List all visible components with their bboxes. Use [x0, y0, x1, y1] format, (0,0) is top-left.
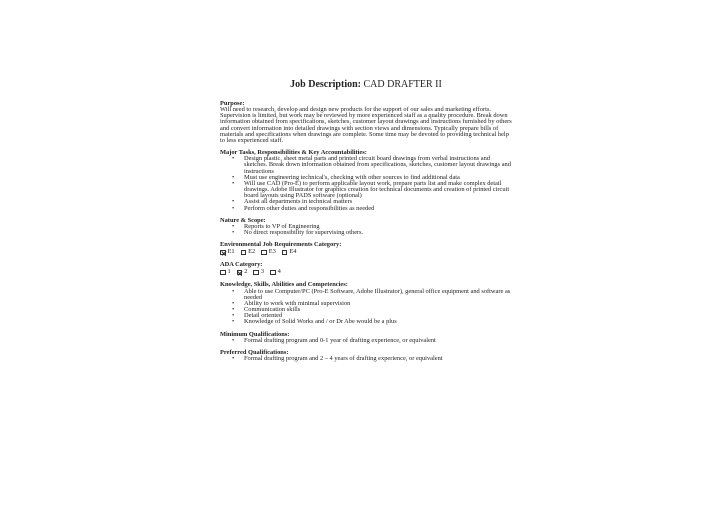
empty-box-icon[interactable] [241, 250, 247, 256]
list-item: • Ability to work with minimal supervision [244, 301, 512, 307]
ada-checkbox-row [220, 268, 512, 276]
list-item: • Communication skills [244, 307, 512, 313]
checkbox-label: E2 [248, 248, 256, 256]
minimum-section [220, 332, 512, 344]
nature-heading: Nature & Scope: [220, 216, 266, 224]
empty-box-icon[interactable] [220, 270, 226, 276]
preferred-list [220, 356, 512, 362]
checkbox-label: 4 [277, 268, 281, 276]
knowledge-heading: Knowledge, Skills, Abilities and Competencies: [220, 281, 348, 289]
ada-section [220, 262, 512, 276]
ada-checkbox-3[interactable] [253, 269, 264, 275]
minimum-list [220, 338, 512, 344]
knowledge-list [220, 289, 512, 326]
checkbox-label: 2 [244, 268, 248, 276]
env-checkbox-E3[interactable] [261, 249, 276, 255]
purpose-text: Will need to research, develop and design new products for the support of our sales and marketing efforts. Supervision is limited, but work may be reviewed by more experienced staff as a quality procedure. Break down information obtained from specifications, sketches, customer layout drawings and instructions furnished by others and convert information into detailed drawings with section views and dimensions. Typically prepare bills of materials and specifications when drawings are complete. Some time may be devoted to providing technical help to less experienced staff. [220, 106, 512, 144]
tasks-heading: Major Tasks, Responsibilities & Key Accountabilities: [220, 149, 367, 157]
ada-checkbox-1[interactable] [220, 269, 231, 275]
preferred-heading: Preferred Qualifications: [220, 348, 289, 356]
env-checkbox-E2[interactable] [241, 249, 256, 255]
preferred-section [220, 350, 512, 362]
checked-box-icon[interactable] [220, 250, 226, 256]
purpose-heading: Purpose: [220, 100, 245, 107]
checkbox-label: 1 [227, 268, 231, 276]
checkbox-label: E1 [227, 248, 235, 256]
title-label: Job Description: [290, 79, 361, 90]
checkbox-label: E4 [289, 248, 297, 256]
nature-section [220, 218, 512, 236]
env-heading: Environmental Job Requirements Category: [220, 241, 342, 249]
knowledge-section [220, 282, 512, 325]
list-item: • Design plastic, sheet metal parts and printed circuit board drawings from verbal instructions and sketches. Break down information obtained from specifications, sketches, customer layout drawings and instructions [244, 156, 512, 174]
list-item: • Perform other duties and responsibilities as needed [244, 206, 512, 212]
list-item: • Formal drafting program and 2 – 4 years of drafting experience, or equivalent [244, 356, 512, 362]
nature-list [220, 224, 512, 236]
document-page [220, 79, 512, 368]
empty-box-icon[interactable] [282, 250, 288, 256]
empty-box-icon[interactable] [261, 250, 267, 256]
tasks-section [220, 150, 512, 212]
env-section [220, 242, 512, 256]
list-item: • Assist all departments in technical matters [244, 199, 512, 205]
document-title [220, 79, 512, 91]
env-checkbox-E4[interactable] [282, 249, 297, 255]
title-text: CAD DRAFTER II [361, 79, 442, 90]
ada-checkbox-4[interactable] [270, 269, 281, 275]
list-item: • Must use engineering technical's, checking with other sources to find additional data [244, 175, 512, 181]
minimum-heading: Minimum Qualifications: [220, 330, 290, 338]
ada-checkbox-2[interactable] [237, 269, 248, 275]
empty-box-icon[interactable] [270, 270, 276, 276]
ada-heading: ADA Category: [220, 261, 263, 269]
checkbox-label: E3 [268, 248, 276, 256]
empty-box-icon[interactable] [253, 270, 259, 276]
checked-box-icon[interactable] [237, 270, 243, 276]
list-item: • Able to use Computer/PC (Pro-E Software, Adobe Illustrator), general office equipment and software as needed [244, 289, 512, 301]
list-item: • Formal drafting program and 0-1 year of drafting experience, or equivalent [244, 338, 512, 344]
env-checkbox-E1[interactable] [220, 249, 235, 255]
purpose-section [220, 101, 512, 144]
list-item: • No direct responsibility for supervising others. [244, 230, 512, 236]
list-item: • Knowledge of Solid Works and / or Dr Abe would be a plus [244, 319, 512, 325]
tasks-list [220, 156, 512, 211]
list-item: • Will use CAD (Pro-E) to perform applicable layout work, prepare parts list and make complex detail drawings. Adobe Illustrator for graphics creation for technical documents and creation of printed circuit board layouts using PADS software (optional) [244, 181, 512, 199]
list-item: • Reports to VP of Engineering [244, 224, 512, 230]
env-checkbox-row [220, 248, 512, 256]
checkbox-label: 3 [260, 268, 265, 276]
list-item: • Detail oriented [244, 313, 512, 319]
